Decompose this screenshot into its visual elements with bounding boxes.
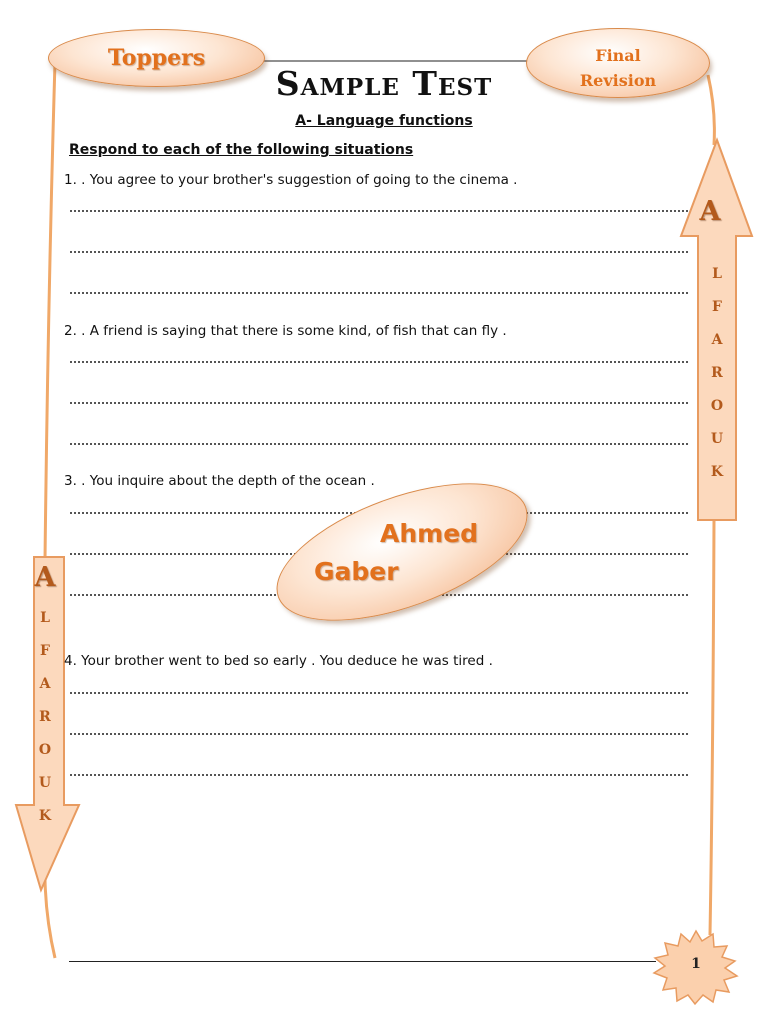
answer-line[interactable] — [70, 774, 688, 776]
right-arrow-big-letter: A — [699, 196, 721, 227]
arrow-letter: L — [712, 266, 722, 282]
answer-line[interactable] — [70, 443, 688, 445]
section-subtitle: A- Language functions — [295, 113, 473, 129]
question-4: 4. Your brother went to bed so early . You deduce he was tired . — [64, 653, 493, 669]
question-1: 1. . You agree to your brother's suggestion of going to the cinema . — [64, 172, 518, 188]
page-title: Sample Test — [275, 64, 493, 103]
toppers-label: Toppers — [107, 45, 206, 71]
arrow-letter: F — [712, 299, 722, 315]
final-revision-line2: Revision — [579, 71, 657, 90]
left-arrow-text — [26, 562, 64, 593]
left-arrow-letters — [29, 602, 61, 833]
arrow-letter: U — [710, 431, 724, 447]
answer-line[interactable] — [70, 292, 688, 294]
answer-line[interactable] — [70, 733, 688, 735]
answer-line[interactable] — [70, 692, 688, 694]
arrow-letter: A — [711, 332, 723, 348]
arrow-letter: L — [40, 610, 50, 626]
arrow-letter: R — [711, 365, 723, 381]
instruction-heading: Respond to each of the following situations — [69, 142, 414, 158]
question-2: 2. . A friend is saying that there is some kind, of fish that can fly . — [64, 323, 507, 339]
final-revision-line1: Final — [595, 46, 641, 65]
arrow-letter: O — [710, 398, 724, 414]
author-last-name: Gaber — [314, 557, 399, 586]
answer-line[interactable] — [70, 361, 688, 363]
answer-line[interactable] — [70, 210, 688, 212]
answer-line[interactable] — [70, 402, 688, 404]
page-number-badge — [651, 929, 741, 999]
arrow-letter: K — [710, 464, 724, 480]
question-3: 3. . You inquire about the depth of the ocean . — [64, 473, 375, 489]
right-arrow-letters — [698, 258, 736, 489]
page-number: 1 — [691, 956, 701, 972]
arrow-letter: U — [38, 775, 52, 791]
arrow-letter: R — [39, 709, 51, 725]
arrow-letter: O — [38, 742, 52, 758]
left-arrow-big-letter: A — [34, 562, 56, 593]
arrow-letter: F — [40, 643, 50, 659]
answer-line[interactable] — [70, 251, 688, 253]
arrow-letter: K — [38, 808, 52, 824]
arrow-letter: A — [39, 676, 51, 692]
right-arrow-text — [690, 196, 730, 227]
author-first-name: Ahmed — [380, 519, 479, 548]
footer-divider — [69, 961, 656, 962]
